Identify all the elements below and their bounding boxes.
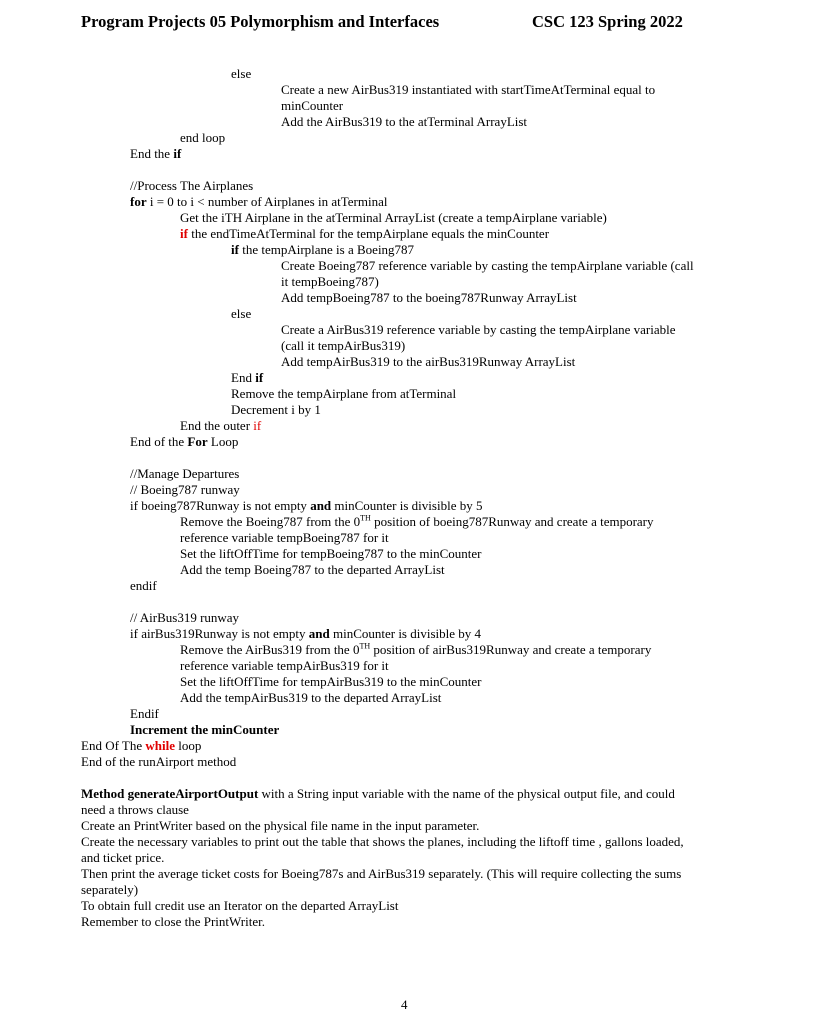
code-line: Set the liftOffTime for tempAirBus319 to the minCounter: [180, 674, 482, 689]
code-line: (call it tempAirBus319): [281, 338, 406, 353]
method-line: Remember to close the PrintWriter.: [81, 914, 265, 929]
code-line: Decrement i by 1: [231, 402, 321, 417]
code-line: Add the temp Boeing787 to the departed ArrayList: [180, 562, 445, 577]
code-line: Increment the minCounter: [130, 722, 280, 737]
code-comment: // Boeing787 runway: [130, 482, 240, 497]
code-comment: //Process The Airplanes: [130, 178, 254, 193]
code-line: reference variable tempAirBus319 for it: [180, 658, 389, 673]
code-line: Create a AirBus319 reference variable by casting the tempAirplane variable: [281, 322, 676, 337]
code-line: Set the liftOffTime for tempBoeing787 to the minCounter: [180, 546, 482, 561]
code-line: reference variable tempBoeing787 for it: [180, 530, 389, 545]
code-line: Add tempBoeing787 to the boeing787Runway ArrayList: [281, 290, 577, 305]
header-course: CSC 123 Spring 2022: [532, 12, 683, 31]
code-line: if the tempAirplane is a Boeing787: [231, 242, 415, 257]
code-line: minCounter: [281, 98, 344, 113]
code-line: end loop: [180, 130, 226, 145]
code-line: Add the tempAirBus319 to the departed ArrayList: [180, 690, 442, 705]
method-line: Then print the average ticket costs for Boeing787s and AirBus319 separately. (This will require collecting the sums: [81, 866, 682, 881]
code-line: endif: [130, 578, 157, 593]
code-line: for i = 0 to i < number of Airplanes in atTerminal: [130, 194, 388, 209]
code-line: Get the iTH Airplane in the atTerminal ArrayList (create a tempAirplane variable): [180, 210, 607, 225]
code-comment: //Manage Departures: [130, 466, 240, 481]
code-line: End of the For Loop: [130, 434, 239, 449]
code-line: if airBus319Runway is not empty and minCounter is divisible by 4: [130, 626, 482, 641]
code-line: End the outer if: [180, 418, 262, 433]
code-line: else: [231, 306, 252, 321]
code-line: if the endTimeAtTerminal for the tempAirplane equals the minCounter: [180, 226, 550, 241]
code-line: else: [231, 66, 252, 81]
code-line: if boeing787Runway is not empty and minCounter is divisible by 5: [130, 498, 483, 513]
code-line: Create a new AirBus319 instantiated with startTimeAtTerminal equal to: [281, 82, 656, 97]
code-line: End Of The while loop: [81, 738, 202, 753]
method-line: Create the necessary variables to print out the table that shows the planes, including the liftoff time , gallons loaded,: [81, 834, 684, 849]
method-line: need a throws clause: [81, 802, 189, 817]
code-line: it tempBoeing787): [281, 274, 379, 289]
code-line: Add tempAirBus319 to the airBus319Runway ArrayList: [281, 354, 576, 369]
code-comment: // AirBus319 runway: [130, 610, 240, 625]
method-line: To obtain full credit use an Iterator on the departed ArrayList: [81, 898, 399, 913]
code-line: Remove the AirBus319 from the 0TH position of airBus319Runway and create a temporary: [180, 641, 652, 657]
header-title: Program Projects 05 Polymorphism and Interfaces: [81, 12, 440, 31]
method-line: and ticket price.: [81, 850, 165, 865]
code-line: End of the runAirport method: [81, 754, 237, 769]
method-line: Create an PrintWriter based on the physical file name in the input parameter.: [81, 818, 480, 833]
page-number: 4: [401, 997, 408, 1012]
code-line: End if: [231, 370, 264, 385]
code-line: Remove the Boeing787 from the 0TH position of boeing787Runway and create a temporary: [180, 513, 654, 529]
code-line: Add the AirBus319 to the atTerminal ArrayList: [281, 114, 528, 129]
code-line: Remove the tempAirplane from atTerminal: [231, 386, 457, 401]
method-line: Method generateAirportOutput with a String input variable with the name of the physical output file, and could: [81, 786, 675, 801]
code-line: Endif: [130, 706, 159, 721]
code-line: Create Boeing787 reference variable by casting the tempAirplane variable (call: [281, 258, 694, 273]
method-line: separately): [81, 882, 139, 897]
code-line: End the if: [130, 146, 182, 161]
